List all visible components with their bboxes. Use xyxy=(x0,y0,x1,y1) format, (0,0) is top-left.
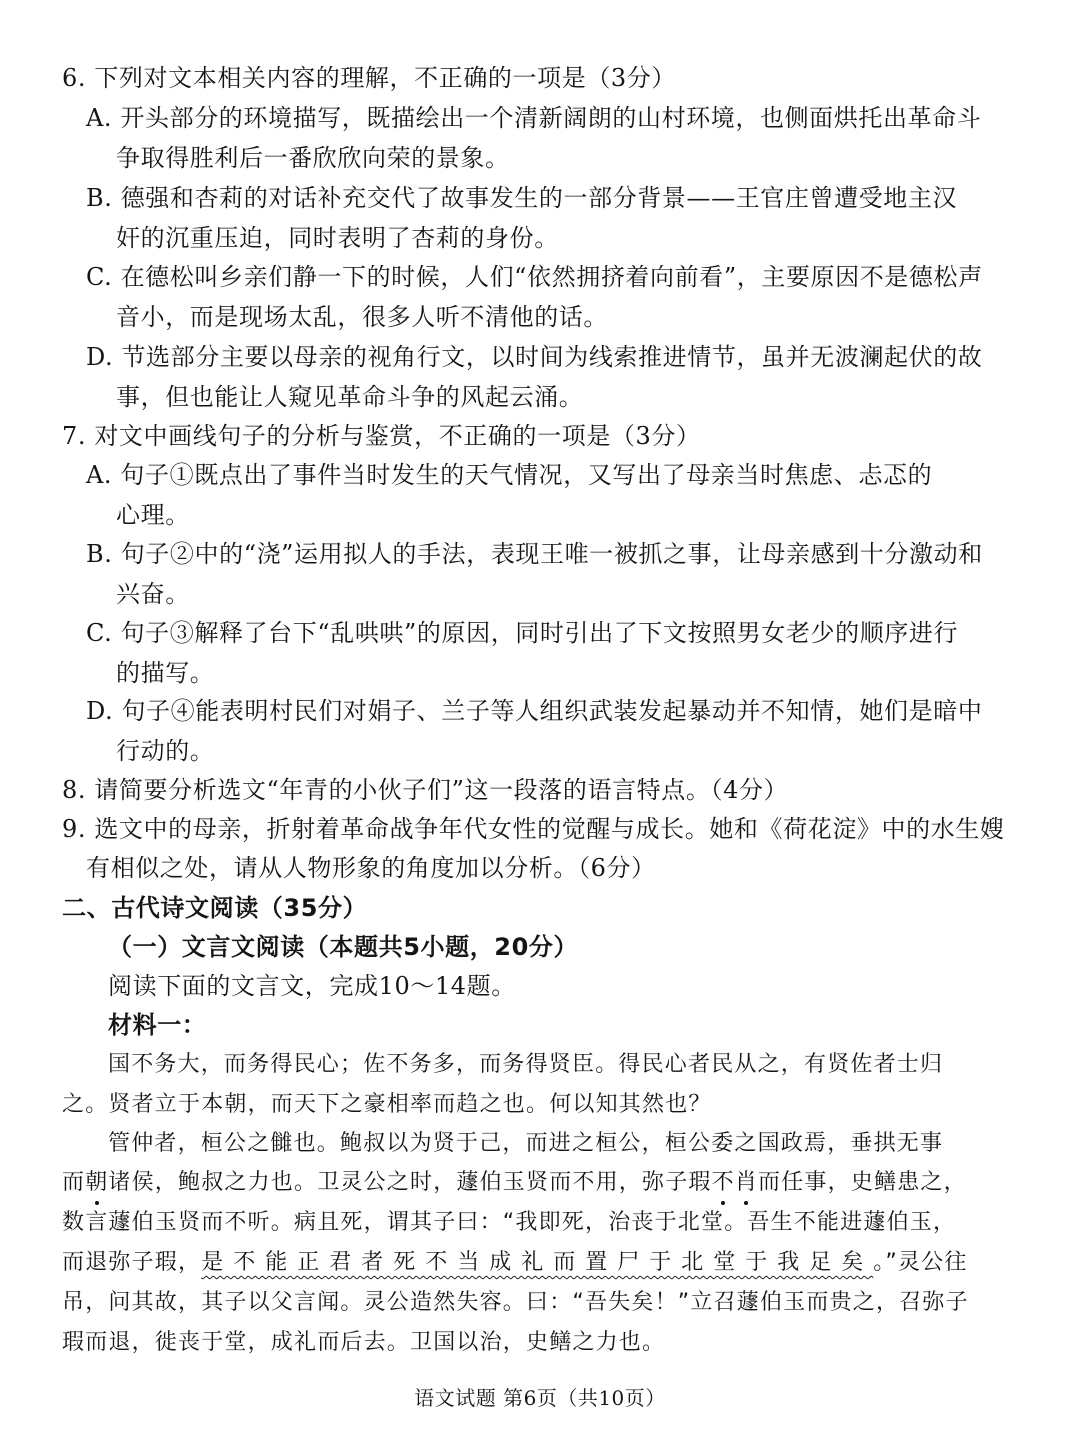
question-7-option-c-line2: 的描写。 xyxy=(116,659,215,687)
passage-text: 。”灵公往 xyxy=(873,1250,968,1275)
question-6-option-d-line2: 事，但也能让人窥见革命斗争的风起云涌。 xyxy=(116,383,584,411)
question-7-option-a-line2: 心理。 xyxy=(116,501,190,529)
section-2-heading: 二、古代诗文阅读（35分） xyxy=(62,894,368,922)
section-2-subheading: （一）文言文阅读（本题共5小题，20分） xyxy=(108,933,579,961)
emphasis-dotted-char: 不 xyxy=(711,1170,735,1195)
passage-text: 诸侯，鲍叔之力也。卫灵公之时，蘧伯玉贤而不用，弥子瑕 xyxy=(108,1170,712,1195)
question-6-option-a-line1: A. 开头部分的环境描写，既描绘出一个清新阔朗的山村环境，也侧面烘托出革命斗 xyxy=(86,104,982,132)
passage-p1-line1: 国不务大，而务得民心；佐不务多，而务得贤臣。得民心者民从之，有贤佐者士归 xyxy=(108,1052,944,1077)
passage-text: 而 xyxy=(62,1170,86,1195)
question-6-option-b-line2: 奸的沉重压迫，同时表明了杏莉的身份。 xyxy=(116,224,559,252)
page-footer: 语文试题 第6页（共10页） xyxy=(414,1386,666,1410)
passage-p1-line2: 之。贤者立于本朝，而天下之豪相率而趋之也。何以知其然也？ xyxy=(62,1092,712,1117)
question-7-option-d-line2: 行动的。 xyxy=(116,737,215,765)
question-7-stem: 7. 对文中画线句子的分析与鉴赏，不正确的一项是（3分） xyxy=(62,422,701,450)
passage-p2-line1: 管仲者，桓公之雠也。鲍叔以为贤于己，而进之桓公，桓公委之国政焉，垂拱无事 xyxy=(108,1131,944,1156)
reading-instruction: 阅读下面的文言文，完成10～14题。 xyxy=(108,972,516,1000)
emphasis-dotted-char: 肖 xyxy=(734,1170,759,1195)
question-7-option-a-line1: A. 句子①既点出了事件当时发生的天气情况，又写出了母亲当时焦虑、忐忑的 xyxy=(86,461,933,489)
wavy-underlined-sentence: 是不能正君者死不当成礼而置尸于北堂于我足矣 xyxy=(201,1250,874,1275)
question-9-line2: 有相似之处，请从人物形象的角度加以分析。（6分） xyxy=(86,854,656,882)
passage-p2-line6: 瑕而退，徙丧于堂，成礼而后去。卫国以治，史鳝之力也。 xyxy=(62,1330,666,1355)
question-6-option-d-line1: D. 节选部分主要以母亲的视角行文，以时间为线索推进情节，虽并无波澜起伏的故 xyxy=(86,343,983,371)
question-6-option-c-line2: 音小，而是现场太乱，很多人听不清他的话。 xyxy=(116,303,608,331)
passage-p2-line5: 吊，问其故，其子以父言闻。灵公造然失容。曰：“吾失矣！”立召蘧伯玉而贵之，召弥子 xyxy=(62,1290,969,1315)
passage-text: 而退弥子瑕， xyxy=(62,1250,202,1275)
question-8-stem: 8. 请简要分析选文“年青的小伙子们”这一段落的语言特点。（4分） xyxy=(62,776,789,804)
passage-p2-line4 xyxy=(62,1247,968,1279)
question-6-stem: 6. 下列对文本相关内容的理解，不正确的一项是（3分） xyxy=(62,64,676,92)
material-label: 材料一： xyxy=(108,1011,207,1039)
question-7-option-c-line1: C. 句子③解释了台下“乱哄哄”的原因，同时引出了下文按照男女老少的顺序进行 xyxy=(86,619,959,647)
question-9-line1: 9. 选文中的母亲，折射着革命战争年代女性的觉醒与成长。她和《荷花淀》中的水生嫂 xyxy=(62,815,1005,843)
passage-p2-line2 xyxy=(62,1167,967,1199)
question-7-option-b-line1: B. 句子②中的“浇”运用拟人的手法，表现王唯一被抓之事，让母亲感到十分激动和 xyxy=(86,540,983,568)
passage-text: 而任事，史鳝患之， xyxy=(758,1170,967,1195)
question-6-option-a-line2: 争取得胜利后一番欣欣向荣的景象。 xyxy=(116,144,510,172)
passage-p2-line3: 数言蘧伯玉贤而不听。病且死，谓其子曰：“我即死，治丧于北堂。吾生不能进蘧伯玉， xyxy=(62,1210,957,1235)
question-7-option-d-line1: D. 句子④能表明村民们对娟子、兰子等人组织武装发起暴动并不知情，她们是暗中 xyxy=(86,697,983,725)
question-6-option-c-line1: C. 在德松叫乡亲们静一下的时候，人们“依然拥挤着向前看”，主要原因不是德松声 xyxy=(86,263,983,291)
question-7-option-b-line2: 兴奋。 xyxy=(116,580,190,608)
emphasis-dotted-char: 朝 xyxy=(85,1170,109,1195)
question-6-option-b-line1: B. 德强和杏莉的对话补充交代了故事发生的一部分背景——王官庄曾遭受地主汉 xyxy=(86,184,958,212)
